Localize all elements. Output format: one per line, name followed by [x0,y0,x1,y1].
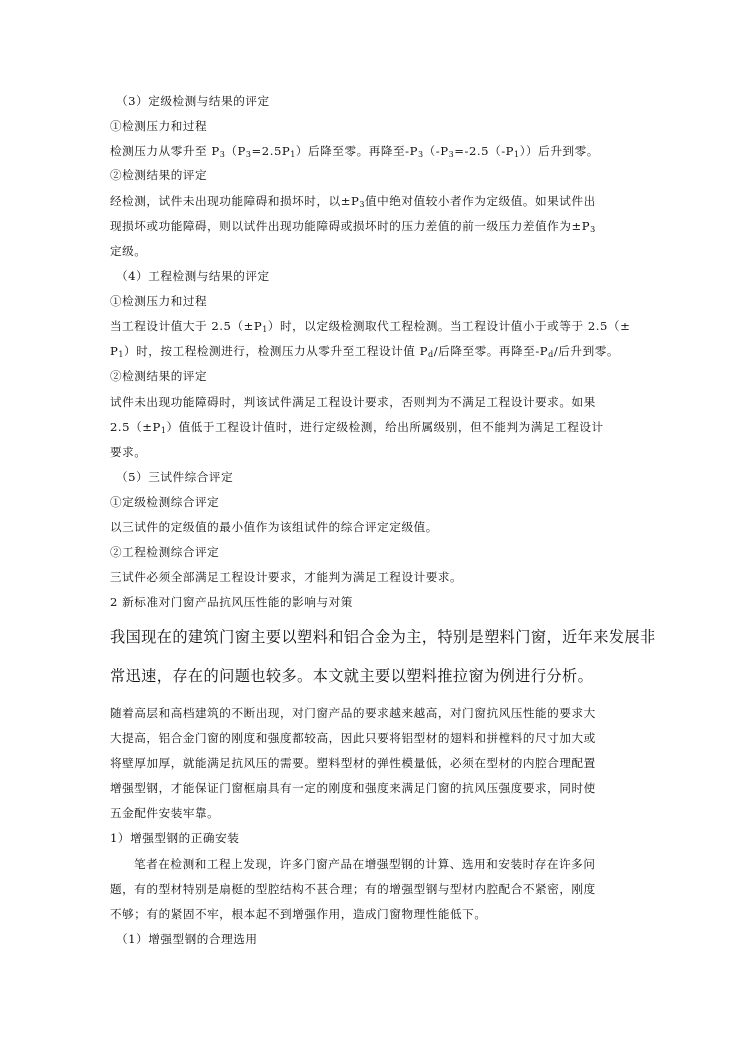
paragraph-engineering-result-line3: 要求。 [110,445,147,459]
paragraph-window-requirements-line2: 大提高，铝合金门窗的刚度和强度都较高，因此只要将铝型材的翅料和拼樘料的尺寸加大或 [110,731,596,745]
paragraph-engineering-combined: 三试件必须全部满足工程设计要求，才能判为满足工程设计要求。 [110,570,463,584]
paragraph-grading-result-line1: 经检测，试件未出现功能障碍和损坏时，以$\pm P_3$值中绝对值较小者作为定级值。如果试件出 [110,194,596,209]
paragraph-engineering-pressure-line2: $P_1$）时，按工程检测进行，检测压力从零升至工程设计值 $P_d/$后降至零。再降至$-P_d/$后升到零。 [110,344,620,359]
paragraph-window-requirements-line3: 将壁厚加厚，就能满足抗风压的需要。塑料型材的弹性模量低，必须在型材的内腔合理配置 [110,756,596,770]
paragraph-grading-result-line3: 定级。 [110,244,147,258]
intro-large-line2: 常迅速，存在的问题也较多。本文就主要以塑料推拉窗为例进行分析。 [110,667,594,685]
paragraph-window-requirements-line1: 随着高层和高档建筑的不断出现，对门窗产品的要求越来越高，对门窗抗风压性能的要求大 [110,706,596,720]
item-1-pressure-process: ①检测压力和过程 [110,119,208,133]
paragraph-window-requirements-line5: 五金配件安装牢靠。 [110,806,220,820]
heading-3-grading-detection: （3）定级检测与结果的评定 [116,94,270,108]
paragraph-grading-combined: 以三试件的定级值的最小值作为该组试件的综合评定定级值。 [110,520,438,534]
heading-4-engineering-detection: （4）工程检测与结果的评定 [116,269,270,283]
paragraph-grading-result-line2: 现损坏或功能障碍，则以试件出现功能障碍或损坏时的压力差值的前一级压力差值作为$\pm P_3$ [110,219,596,234]
subsection-1-heading: 1）增强型钢的正确安装 [110,831,240,845]
paragraph-engineering-result-line1: 试件未出现功能障碍时，判该试件满足工程设计要求，否则判为不满足工程设计要求。如果 [110,395,596,409]
paragraph-grading-pressure: 检测压力从零升至 $P_3(P_3=2.5P_1)$后降至零。再降至$-P_3(-P_3=-2.5(-P_1))$后升到零。 [110,144,599,159]
item-2-result-evaluation: ②检测结果的评定 [110,168,208,182]
intro-large-line1: 我国现在的建筑门窗主要以塑料和铝合金为主，特别是塑料门窗，近年来发展非 [110,628,656,646]
heading-1-steel-selection: （1）增强型钢的合理选用 [116,932,258,946]
item-1-grading-combined: ①定级检测综合评定 [110,495,220,509]
heading-5-three-specimen: （5）三试件综合评定 [116,470,234,484]
paragraph-author-findings-line2: 题，有的型材特别是扇梃的型腔结构不甚合理；有的增强型钢与型材内腔配合不紧密，刚度 [110,882,596,896]
item-2-result-evaluation-engineering: ②检测结果的评定 [110,369,208,383]
paragraph-author-findings-line1: 笔者在检测和工程上发现，许多门窗产品在增强型钢的计算、选用和安装时存在许多问 [134,857,596,871]
section-2-heading: 2 新标准对门窗产品抗风压性能的影响与对策 [110,595,353,609]
paragraph-engineering-result-line2: $2.5(\pm P_1)$值低于工程设计值时，进行定级检测，给出所属级别，但不能判为满足工程设计 [110,420,604,435]
paragraph-window-requirements-line4: 增强型钢，才能保证门窗框扇具有一定的刚度和强度来满足门窗的抗风压强度要求，同时使 [110,781,596,795]
paragraph-engineering-pressure-line1: 当工程设计值大于 $2.5(\pm P_1)$时，以定级检测取代工程检测。当工程设计值小于或等于 2.5（± [110,319,631,334]
item-1-pressure-process-engineering: ①检测压力和过程 [110,294,208,308]
item-2-engineering-combined: ②工程检测综合评定 [110,545,220,559]
paragraph-author-findings-line3: 不够；有的紧固不牢，根本起不到增强作用，造成门窗物理性能低下。 [110,907,487,921]
